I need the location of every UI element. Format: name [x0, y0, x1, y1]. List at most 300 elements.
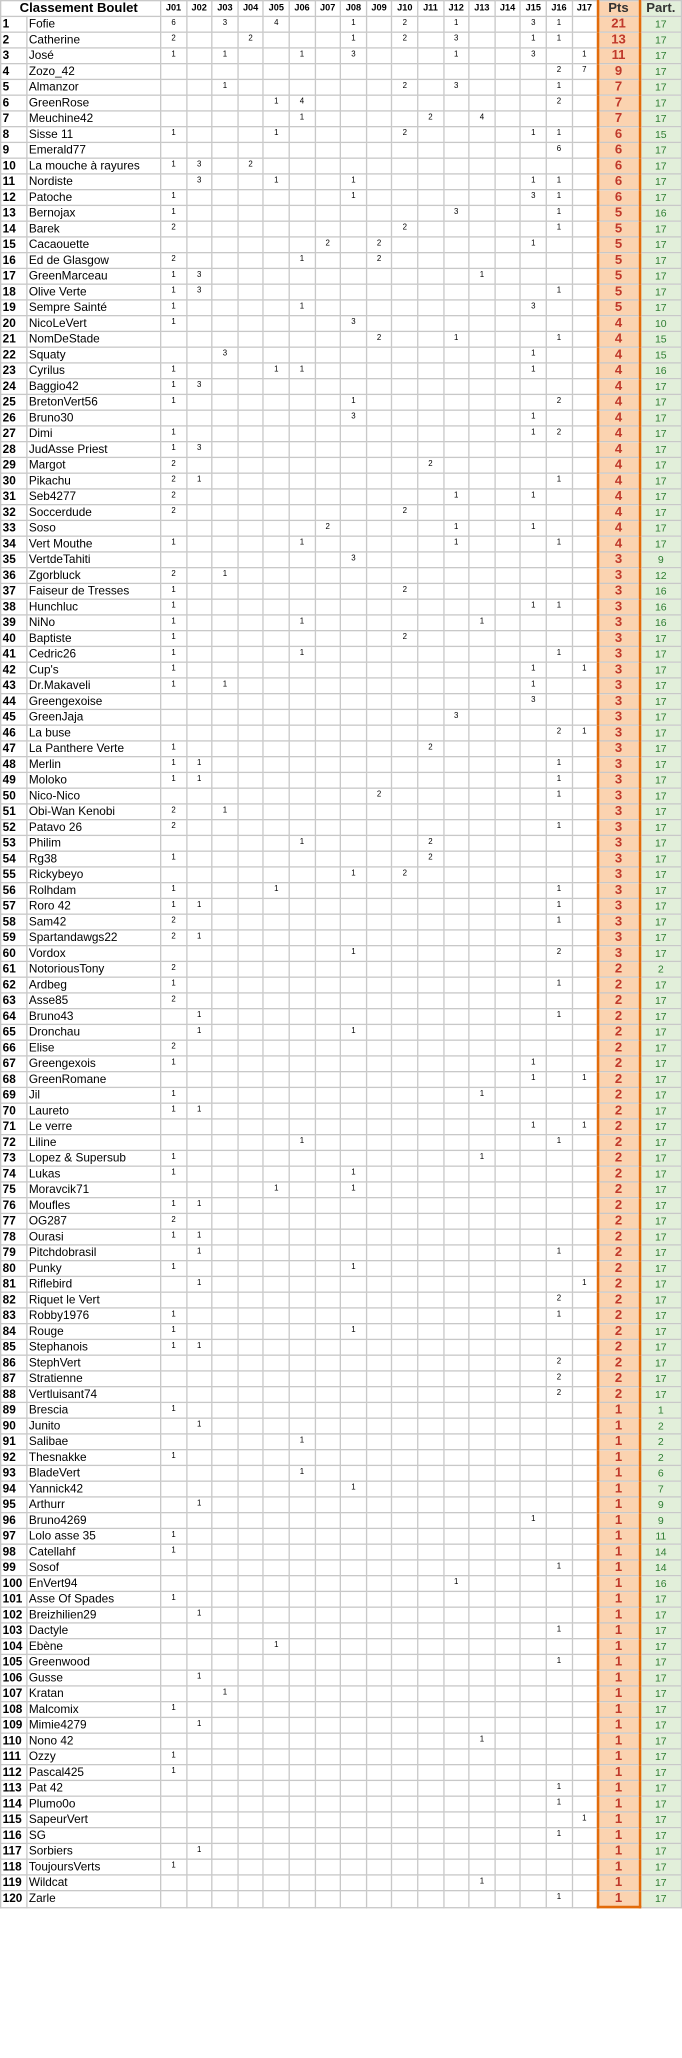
score-cell-j16: 1 — [546, 1891, 572, 1907]
score-cell-j16 — [546, 804, 572, 820]
score-cell-j11 — [418, 772, 444, 788]
score-cell-j17 — [572, 1418, 598, 1434]
score-cell-j02 — [186, 993, 212, 1009]
participation-cell: 17 — [639, 1213, 681, 1229]
points-cell: 4 — [598, 442, 640, 458]
score-cell-j03: 1 — [212, 79, 238, 95]
player-name-cell: Barek — [27, 221, 161, 237]
table-row — [1, 473, 682, 489]
participation-cell: 17 — [639, 79, 681, 95]
score-cell-j12: 3 — [443, 79, 469, 95]
score-cell-j04 — [238, 536, 264, 552]
score-cell-j08 — [341, 820, 367, 836]
score-cell-j13 — [469, 914, 495, 930]
score-cell-j08 — [341, 993, 367, 1009]
score-cell-j02 — [186, 79, 212, 95]
score-cell-j16: 1 — [546, 1654, 572, 1670]
score-cell-j06 — [289, 1812, 315, 1828]
score-cell-j12 — [443, 1639, 469, 1655]
score-cell-j02: 1 — [186, 930, 212, 946]
score-cell-j01 — [161, 1009, 187, 1025]
score-cell-j06 — [289, 394, 315, 410]
score-cell-j13 — [469, 394, 495, 410]
table-row — [1, 898, 682, 914]
score-cell-j05 — [263, 190, 289, 206]
rank-cell: 99 — [1, 1560, 27, 1576]
score-cell-j07 — [315, 867, 341, 883]
score-cell-j14 — [495, 1749, 521, 1765]
score-cell-j14 — [495, 1891, 521, 1907]
score-cell-j01: 1 — [161, 1450, 187, 1466]
score-cell-j15: 1 — [520, 678, 546, 694]
score-cell-j05 — [263, 111, 289, 127]
player-name-cell: SapeurVert — [27, 1812, 161, 1828]
score-cell-j12: 1 — [443, 331, 469, 347]
score-cell-j08 — [341, 1072, 367, 1088]
score-cell-j01: 1 — [161, 1166, 187, 1182]
score-cell-j15 — [520, 930, 546, 946]
score-cell-j04 — [238, 520, 264, 536]
table-row — [1, 741, 682, 757]
score-cell-j13 — [469, 1198, 495, 1214]
score-cell-j06 — [289, 1733, 315, 1749]
score-cell-j05 — [263, 1796, 289, 1812]
score-cell-j03: 1 — [212, 568, 238, 584]
score-cell-j07 — [315, 788, 341, 804]
table-row — [1, 1182, 682, 1198]
score-cell-j10: 2 — [392, 127, 418, 143]
score-cell-j04 — [238, 394, 264, 410]
score-cell-j17 — [572, 426, 598, 442]
score-cell-j05 — [263, 379, 289, 395]
player-name-cell: Vertluisant74 — [27, 1387, 161, 1403]
player-name-cell: NiNo — [27, 615, 161, 631]
score-cell-j01 — [161, 410, 187, 426]
score-cell-j09 — [366, 1544, 392, 1560]
score-cell-j07 — [315, 1450, 341, 1466]
score-cell-j10 — [392, 1875, 418, 1891]
score-cell-j07 — [315, 568, 341, 584]
score-cell-j01: 1 — [161, 883, 187, 899]
table-row — [1, 1198, 682, 1214]
score-cell-j12 — [443, 1544, 469, 1560]
score-cell-j14 — [495, 1591, 521, 1607]
score-cell-j08 — [341, 1749, 367, 1765]
score-cell-j12: 1 — [443, 489, 469, 505]
player-name-cell: Seb4277 — [27, 489, 161, 505]
score-cell-j06 — [289, 1324, 315, 1340]
score-cell-j16 — [546, 379, 572, 395]
score-cell-j12 — [443, 599, 469, 615]
score-cell-j04 — [238, 1150, 264, 1166]
table-row — [1, 237, 682, 253]
score-cell-j01: 1 — [161, 316, 187, 332]
score-cell-j11 — [418, 1749, 444, 1765]
score-cell-j11 — [418, 930, 444, 946]
score-cell-j02 — [186, 1135, 212, 1151]
score-cell-j16 — [546, 1402, 572, 1418]
score-cell-j17 — [572, 930, 598, 946]
score-cell-j12 — [443, 977, 469, 993]
score-cell-j08 — [341, 631, 367, 647]
score-cell-j03 — [212, 757, 238, 773]
score-cell-j10 — [392, 237, 418, 253]
score-cell-j17 — [572, 331, 598, 347]
score-cell-j08 — [341, 64, 367, 80]
score-cell-j05 — [263, 536, 289, 552]
score-cell-j16: 1 — [546, 1245, 572, 1261]
player-name-cell: Sam42 — [27, 914, 161, 930]
score-cell-j16: 2 — [546, 1371, 572, 1387]
score-cell-j06 — [289, 946, 315, 962]
score-cell-j01 — [161, 1387, 187, 1403]
score-cell-j13 — [469, 347, 495, 363]
player-name-cell: Bruno43 — [27, 1009, 161, 1025]
score-cell-j10 — [392, 930, 418, 946]
score-cell-j16 — [546, 1702, 572, 1718]
score-cell-j05 — [263, 961, 289, 977]
table-row — [1, 709, 682, 725]
score-cell-j05: 1 — [263, 1639, 289, 1655]
score-cell-j09 — [366, 1828, 392, 1844]
score-cell-j04 — [238, 820, 264, 836]
score-cell-j17 — [572, 237, 598, 253]
score-cell-j05: 1 — [263, 883, 289, 899]
points-cell: 1 — [598, 1639, 640, 1655]
table-row — [1, 142, 682, 158]
player-name-cell: Soccerdude — [27, 505, 161, 521]
score-cell-j15 — [520, 79, 546, 95]
score-cell-j10 — [392, 64, 418, 80]
score-cell-j13 — [469, 442, 495, 458]
score-cell-j02 — [186, 1560, 212, 1576]
score-cell-j07 — [315, 142, 341, 158]
score-cell-j09 — [366, 1182, 392, 1198]
score-cell-j03 — [212, 1355, 238, 1371]
score-cell-j06 — [289, 1528, 315, 1544]
score-cell-j17: 1 — [572, 1072, 598, 1088]
score-cell-j08 — [341, 961, 367, 977]
table-row — [1, 1450, 682, 1466]
score-cell-j13 — [469, 646, 495, 662]
score-cell-j02 — [186, 961, 212, 977]
score-cell-j08 — [341, 1843, 367, 1859]
score-cell-j05 — [263, 158, 289, 174]
score-cell-j05: 1 — [263, 95, 289, 111]
rank-cell: 71 — [1, 1119, 27, 1135]
score-cell-j17 — [572, 32, 598, 48]
points-cell: 2 — [598, 993, 640, 1009]
score-cell-j06 — [289, 820, 315, 836]
score-cell-j03 — [212, 505, 238, 521]
rank-cell: 31 — [1, 489, 27, 505]
player-name-cell: Moravcik71 — [27, 1182, 161, 1198]
score-cell-j12 — [443, 1843, 469, 1859]
participation-cell: 17 — [639, 835, 681, 851]
score-cell-j07 — [315, 158, 341, 174]
score-cell-j17 — [572, 457, 598, 473]
score-cell-j08 — [341, 237, 367, 253]
score-cell-j03 — [212, 694, 238, 710]
score-cell-j09 — [366, 851, 392, 867]
player-name-cell: Roro 42 — [27, 898, 161, 914]
points-cell: 3 — [598, 772, 640, 788]
score-cell-j06 — [289, 1497, 315, 1513]
score-cell-j02 — [186, 1544, 212, 1560]
participation-cell: 12 — [639, 568, 681, 584]
score-cell-j14 — [495, 1040, 521, 1056]
score-cell-j05 — [263, 804, 289, 820]
player-name-cell: Arthurr — [27, 1497, 161, 1513]
score-cell-j12 — [443, 1182, 469, 1198]
score-cell-j17 — [572, 678, 598, 694]
rank-cell: 100 — [1, 1576, 27, 1592]
participation-cell: 17 — [639, 64, 681, 80]
score-cell-j13 — [469, 835, 495, 851]
participation-cell: 17 — [639, 95, 681, 111]
rank-cell: 28 — [1, 442, 27, 458]
score-cell-j17 — [572, 993, 598, 1009]
score-cell-j04 — [238, 1465, 264, 1481]
score-cell-j09 — [366, 1749, 392, 1765]
score-cell-j14 — [495, 804, 521, 820]
score-cell-j10 — [392, 914, 418, 930]
rank-cell: 48 — [1, 757, 27, 773]
score-cell-j02 — [186, 615, 212, 631]
score-cell-j06 — [289, 379, 315, 395]
score-cell-j15 — [520, 1308, 546, 1324]
score-cell-j06 — [289, 1150, 315, 1166]
score-cell-j11 — [418, 1308, 444, 1324]
score-cell-j15 — [520, 772, 546, 788]
score-cell-j04 — [238, 1072, 264, 1088]
score-cell-j06 — [289, 16, 315, 32]
score-cell-j14 — [495, 442, 521, 458]
score-cell-j03 — [212, 1560, 238, 1576]
score-cell-j07 — [315, 1717, 341, 1733]
score-cell-j08: 1 — [341, 867, 367, 883]
score-cell-j03 — [212, 1859, 238, 1875]
score-cell-j07 — [315, 1292, 341, 1308]
score-cell-j15 — [520, 615, 546, 631]
score-cell-j11 — [418, 1528, 444, 1544]
score-cell-j13 — [469, 300, 495, 316]
score-cell-j09 — [366, 1576, 392, 1592]
score-cell-j16 — [546, 253, 572, 269]
score-cell-j15 — [520, 1733, 546, 1749]
score-cell-j12 — [443, 772, 469, 788]
score-cell-j10 — [392, 1812, 418, 1828]
table-row — [1, 804, 682, 820]
score-cell-j15: 1 — [520, 410, 546, 426]
score-cell-j11 — [418, 237, 444, 253]
score-cell-j11 — [418, 64, 444, 80]
score-cell-j10 — [392, 1166, 418, 1182]
score-cell-j04 — [238, 1875, 264, 1891]
score-cell-j05 — [263, 505, 289, 521]
table-row — [1, 646, 682, 662]
table-row — [1, 1087, 682, 1103]
score-cell-j02 — [186, 725, 212, 741]
score-cell-j03 — [212, 520, 238, 536]
score-cell-j15 — [520, 725, 546, 741]
score-cell-j11 — [418, 489, 444, 505]
score-cell-j16 — [546, 1591, 572, 1607]
score-cell-j11 — [418, 725, 444, 741]
score-cell-j05 — [263, 79, 289, 95]
score-cell-j14 — [495, 95, 521, 111]
table-row — [1, 961, 682, 977]
player-name-cell: Dimi — [27, 426, 161, 442]
points-cell: 5 — [598, 268, 640, 284]
score-cell-j08 — [341, 646, 367, 662]
score-cell-j14 — [495, 678, 521, 694]
table-row — [1, 426, 682, 442]
score-cell-j12 — [443, 473, 469, 489]
score-cell-j15 — [520, 205, 546, 221]
score-cell-j01 — [161, 79, 187, 95]
score-cell-j13 — [469, 851, 495, 867]
score-cell-j16 — [546, 1198, 572, 1214]
score-cell-j11 — [418, 1497, 444, 1513]
score-cell-j17 — [572, 300, 598, 316]
score-cell-j14 — [495, 237, 521, 253]
player-name-cell: Ed de Glasgow — [27, 253, 161, 269]
score-cell-j05 — [263, 1150, 289, 1166]
score-cell-j01 — [161, 174, 187, 190]
score-cell-j11 — [418, 1576, 444, 1592]
score-cell-j08: 1 — [341, 1182, 367, 1198]
score-cell-j11 — [418, 1859, 444, 1875]
score-cell-j12 — [443, 363, 469, 379]
score-cell-j14 — [495, 568, 521, 584]
participation-cell: 7 — [639, 1481, 681, 1497]
score-cell-j15 — [520, 1765, 546, 1781]
score-cell-j06 — [289, 1229, 315, 1245]
score-cell-j10 — [392, 946, 418, 962]
score-cell-j17 — [572, 631, 598, 647]
score-cell-j11 — [418, 142, 444, 158]
player-name-cell: Robby1976 — [27, 1308, 161, 1324]
score-cell-j06 — [289, 1481, 315, 1497]
score-cell-j12 — [443, 694, 469, 710]
score-cell-j05 — [263, 615, 289, 631]
score-cell-j09 — [366, 1324, 392, 1340]
score-cell-j15 — [520, 1607, 546, 1623]
score-cell-j02 — [186, 237, 212, 253]
score-cell-j07 — [315, 1828, 341, 1844]
score-cell-j03 — [212, 1213, 238, 1229]
score-cell-j03 — [212, 1733, 238, 1749]
score-cell-j17 — [572, 757, 598, 773]
rank-cell: 81 — [1, 1276, 27, 1292]
player-name-cell: Pat 42 — [27, 1780, 161, 1796]
participation-cell: 17 — [639, 158, 681, 174]
score-cell-j15 — [520, 1418, 546, 1434]
table-row — [1, 851, 682, 867]
score-cell-j13: 1 — [469, 615, 495, 631]
points-cell: 1 — [598, 1780, 640, 1796]
score-cell-j01: 1 — [161, 772, 187, 788]
score-cell-j14 — [495, 1009, 521, 1025]
score-cell-j15 — [520, 221, 546, 237]
table-row — [1, 64, 682, 80]
score-cell-j05 — [263, 1686, 289, 1702]
rank-cell: 50 — [1, 788, 27, 804]
score-cell-j11 — [418, 1040, 444, 1056]
score-cell-j16: 1 — [546, 646, 572, 662]
score-cell-j11 — [418, 1339, 444, 1355]
score-cell-j02 — [186, 1056, 212, 1072]
score-cell-j12 — [443, 1072, 469, 1088]
rank-cell: 12 — [1, 190, 27, 206]
score-cell-j02 — [186, 1654, 212, 1670]
score-cell-j06: 1 — [289, 615, 315, 631]
score-cell-j10 — [392, 426, 418, 442]
score-cell-j09 — [366, 1639, 392, 1655]
score-cell-j11 — [418, 253, 444, 269]
score-cell-j02: 1 — [186, 1276, 212, 1292]
score-cell-j07 — [315, 1639, 341, 1655]
score-cell-j11 — [418, 898, 444, 914]
score-cell-j15 — [520, 709, 546, 725]
table-row — [1, 1308, 682, 1324]
score-cell-j07 — [315, 1418, 341, 1434]
player-name-cell: Cacaouette — [27, 237, 161, 253]
points-cell: 4 — [598, 363, 640, 379]
score-cell-j13 — [469, 174, 495, 190]
score-cell-j15 — [520, 867, 546, 883]
score-cell-j07 — [315, 64, 341, 80]
score-cell-j12 — [443, 1513, 469, 1529]
score-cell-j06 — [289, 331, 315, 347]
rank-cell: 46 — [1, 725, 27, 741]
table-row — [1, 914, 682, 930]
score-cell-j17 — [572, 1686, 598, 1702]
player-name-cell: Pikachu — [27, 473, 161, 489]
score-cell-j01 — [161, 1560, 187, 1576]
score-cell-j10 — [392, 1702, 418, 1718]
score-cell-j09 — [366, 1355, 392, 1371]
score-cell-j04 — [238, 1292, 264, 1308]
score-cell-j11 — [418, 678, 444, 694]
score-cell-j01: 1 — [161, 205, 187, 221]
score-cell-j04 — [238, 1670, 264, 1686]
score-cell-j14 — [495, 410, 521, 426]
score-cell-j06 — [289, 1591, 315, 1607]
points-cell: 2 — [598, 1072, 640, 1088]
score-cell-j05 — [263, 268, 289, 284]
score-cell-j08 — [341, 741, 367, 757]
participation-cell: 17 — [639, 190, 681, 206]
score-cell-j04 — [238, 111, 264, 127]
score-cell-j07 — [315, 1670, 341, 1686]
score-cell-j03: 1 — [212, 678, 238, 694]
score-cell-j03 — [212, 1387, 238, 1403]
score-cell-j06 — [289, 158, 315, 174]
score-cell-j03 — [212, 394, 238, 410]
score-cell-j15 — [520, 898, 546, 914]
score-cell-j01: 1 — [161, 1339, 187, 1355]
score-cell-j11 — [418, 16, 444, 32]
score-cell-j02 — [186, 1796, 212, 1812]
score-cell-j08 — [341, 1875, 367, 1891]
player-name-cell: Lopez & Supersub — [27, 1150, 161, 1166]
points-cell: 3 — [598, 552, 640, 568]
player-name-cell: Jil — [27, 1087, 161, 1103]
score-cell-j01: 1 — [161, 48, 187, 64]
score-cell-j15 — [520, 64, 546, 80]
